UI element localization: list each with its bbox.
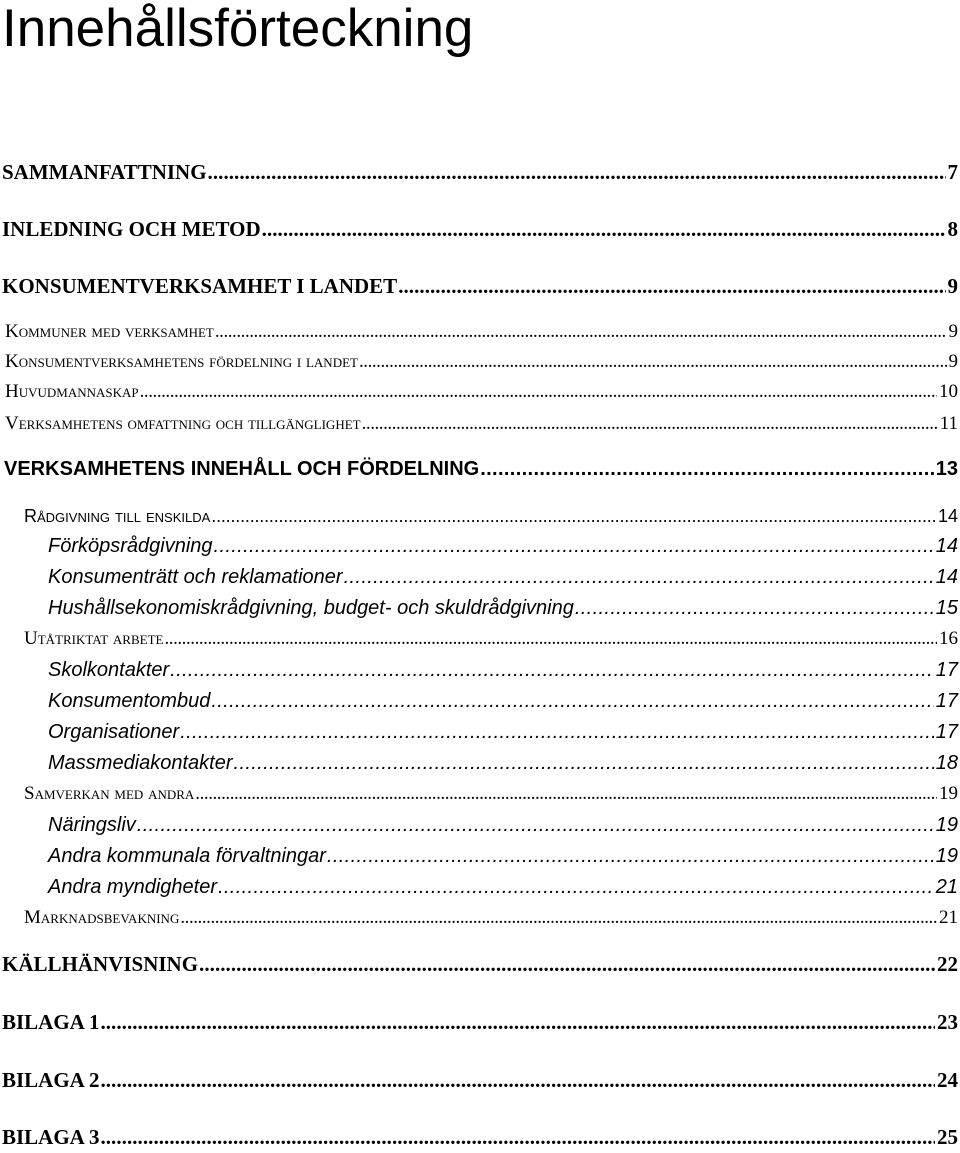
dot-leader — [327, 840, 934, 872]
toc-entry-page: 15 — [935, 597, 958, 619]
dot-leader — [398, 270, 945, 302]
toc-entry-forkopsradgivning[interactable] — [48, 530, 958, 562]
toc-entry-page: 9 — [948, 321, 958, 342]
dot-leader — [359, 346, 947, 378]
toc-entry-label: SAMMANFATTNING — [2, 160, 207, 184]
toc-entry-bilaga-3[interactable] — [2, 1121, 958, 1153]
toc-entry-page: 14 — [935, 566, 958, 588]
dot-leader — [208, 156, 946, 188]
toc-entry-label: BILAGA 2 — [2, 1068, 100, 1092]
dot-leader — [180, 716, 934, 748]
toc-entry-label: Hushållsekonomiskrådgivning, budget- och skuldrådgivning — [48, 597, 574, 619]
toc-entry-verksamhetens-innehall[interactable] — [4, 453, 958, 485]
dot-leader — [164, 623, 937, 655]
toc-entry-label: Kommuner med verksamhet — [5, 321, 214, 342]
toc-entry-skolkontakter[interactable] — [48, 654, 958, 686]
toc-entry-label: Huvudmannaskap — [5, 381, 139, 402]
dot-leader — [214, 530, 934, 562]
dot-leader — [211, 685, 933, 717]
toc-entry-page: 19 — [935, 814, 958, 836]
toc-entry-label: INLEDNING OCH METOD — [2, 217, 261, 241]
toc-entry-konsumentverksamhet-i-landet[interactable] — [2, 270, 958, 302]
toc-entry-page: 16 — [939, 628, 958, 649]
toc-entry-label: BILAGA 1 — [2, 1010, 100, 1034]
toc-entry-label: Utåtriktat arbete — [24, 628, 164, 649]
toc-entry-label: BILAGA 3 — [2, 1125, 100, 1149]
toc-entry-label: Marknadsbevakning — [24, 907, 180, 928]
dot-leader — [195, 778, 937, 810]
toc-entry-label: Verksamhetens omfattning och tillgänglighet — [5, 413, 361, 434]
toc-entry-label: Konsumentverksamhetens fördelning i landet — [5, 351, 358, 372]
page-title: Innehållsförteckning — [2, 0, 474, 58]
dot-leader — [100, 1064, 935, 1096]
dot-leader — [100, 1121, 935, 1153]
toc-entry-label: Massmediakontakter — [48, 752, 233, 774]
dot-leader — [218, 871, 934, 903]
toc-entry-kallhanvisning[interactable] — [2, 948, 958, 980]
toc-entry-konsumentombud[interactable] — [48, 685, 958, 717]
toc-entry-page: 8 — [947, 217, 958, 241]
toc-entry-konsumentverksamhetens-fordelning[interactable] — [5, 346, 958, 378]
toc-entry-page: 17 — [935, 721, 958, 743]
toc-entry-page: 17 — [935, 690, 958, 712]
dot-leader — [575, 592, 934, 624]
dot-leader — [137, 809, 934, 841]
dot-leader — [211, 500, 936, 532]
toc-entry-kommuner-med-verksamhet[interactable] — [5, 316, 958, 348]
dot-leader — [215, 316, 947, 348]
dot-leader — [140, 376, 937, 408]
toc-entry-page: 21 — [939, 907, 958, 928]
toc-entry-samverkan-med-andra[interactable] — [24, 778, 958, 810]
toc-entry-page: 21 — [935, 876, 958, 898]
toc-entry-naringsliv[interactable] — [48, 809, 958, 841]
dot-leader — [234, 747, 934, 779]
dot-leader — [344, 561, 934, 593]
toc-entry-label: Rådgivning till enskilda — [24, 506, 211, 526]
dot-leader — [480, 453, 934, 485]
toc-entry-bilaga-1[interactable] — [2, 1006, 958, 1038]
toc-entry-page: 19 — [935, 845, 958, 867]
toc-entry-label: Skolkontakter — [48, 659, 170, 681]
toc-entry-konsumentratt[interactable] — [48, 561, 958, 593]
toc-entry-page: 17 — [935, 659, 958, 681]
dot-leader — [362, 408, 938, 440]
dot-leader — [199, 948, 935, 980]
dot-leader — [262, 213, 946, 245]
toc-entry-label: Organisationer — [48, 721, 180, 743]
toc-entry-label: Samverkan med andra — [24, 783, 195, 804]
toc-entry-page: 18 — [935, 752, 958, 774]
toc-entry-label: Konsumentombud — [48, 690, 211, 712]
toc-entry-label: Näringsliv — [48, 814, 136, 836]
dot-leader — [100, 1006, 935, 1038]
toc-entry-massmediakontakter[interactable] — [48, 747, 958, 779]
toc-entry-label: Andra myndigheter — [48, 876, 217, 898]
dot-leader — [180, 902, 937, 934]
toc-entry-page: 24 — [937, 1068, 958, 1092]
toc-entry-organisationer[interactable] — [48, 716, 958, 748]
toc-entry-andra-kommunala-forvaltningar[interactable] — [48, 840, 958, 872]
toc-entry-page: 22 — [937, 952, 958, 976]
dot-leader — [170, 654, 934, 686]
toc-entry-page: 23 — [937, 1010, 958, 1034]
toc-entry-label: KONSUMENTVERKSAMHET I LANDET — [2, 274, 398, 298]
toc-entry-inledning-och-metod[interactable] — [2, 213, 958, 245]
toc-entry-page: 10 — [939, 381, 958, 402]
toc-entry-bilaga-2[interactable] — [2, 1064, 958, 1096]
toc-entry-label: Konsumenträtt och reklamationer — [48, 566, 343, 588]
toc-entry-page: 13 — [935, 458, 958, 480]
toc-entry-radgivning-till-enskilda[interactable] — [24, 500, 958, 532]
toc-entry-page: 14 — [935, 535, 958, 557]
toc-entry-label: VERKSAMHETENS INNEHÅLL OCH FÖRDELNING — [4, 458, 480, 480]
toc-entry-huvudmannaskap[interactable] — [5, 376, 958, 408]
toc-entry-sammanfattning[interactable] — [2, 156, 958, 188]
toc-entry-marknadsbevakning[interactable] — [24, 902, 958, 934]
toc-entry-label: Andra kommunala förvaltningar — [48, 845, 326, 867]
toc-entry-label: KÄLLHÄNVISNING — [2, 952, 199, 976]
toc-entry-page: 25 — [937, 1125, 958, 1149]
toc-entry-page: 19 — [939, 783, 958, 804]
toc-entry-label: Förköpsrådgivning — [48, 535, 213, 557]
toc-entry-verksamhetens-omfattning[interactable] — [5, 408, 958, 440]
toc-entry-page: 9 — [948, 351, 958, 372]
toc-entry-page: 7 — [947, 160, 958, 184]
toc-entry-andra-myndigheter[interactable] — [48, 871, 958, 903]
toc-entry-hushallsekonomisk-radgivning[interactable] — [48, 592, 958, 624]
toc-entry-page: 14 — [937, 506, 958, 526]
toc-entry-page: 11 — [939, 413, 958, 434]
toc-entry-utatriktat-arbete[interactable] — [24, 623, 958, 655]
toc-entry-page: 9 — [947, 274, 958, 298]
